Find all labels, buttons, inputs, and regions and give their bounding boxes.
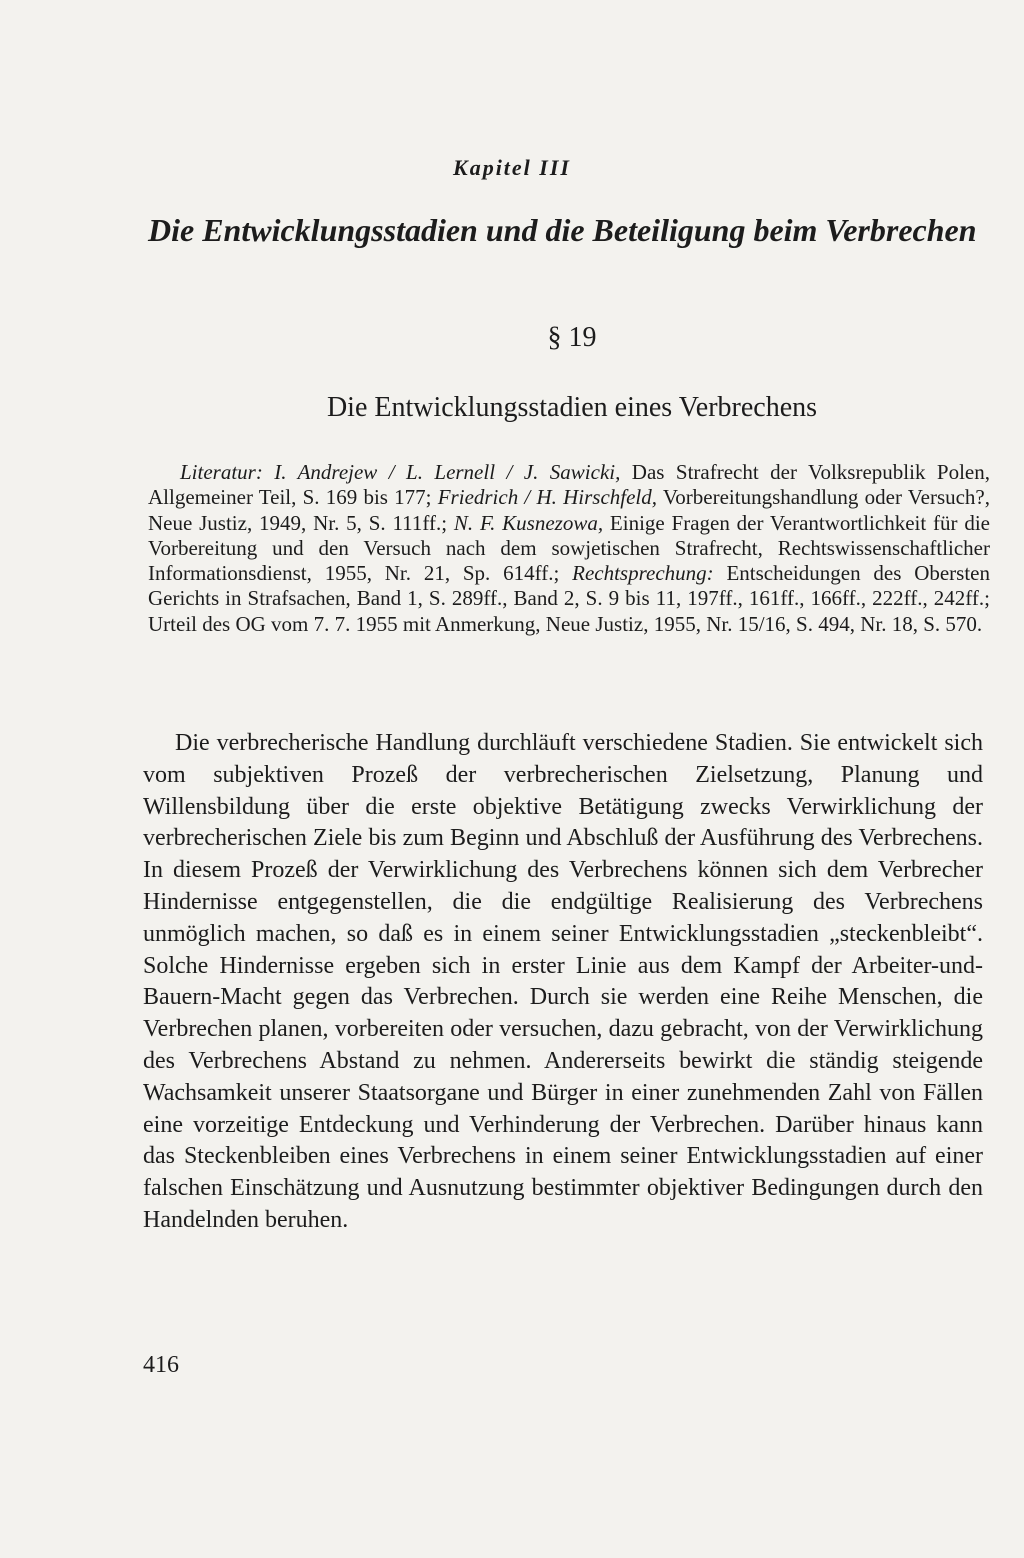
literature-segment: Entscheidungen des Obersten Gerichts in Strafsachen, Band 1, S. 289ff., Band 2, S. 9 bis 11, 197ff., 161ff., 166ff., 222ff., 242ff.; Urteil des OG vom 7. 7. 1955 mit Anmerkung, Neue Justiz, 1955, Nr. 15/16, S. 494, Nr. 18, S. 570. [148,561,990,636]
section-number: § 19 [547,322,597,353]
literature-segment: Das Strafrecht der Volksrepublik Polen, Allgemeiner Teil, S. 169 bis 177; [148,460,990,510]
literature-segment: Einige Fragen der Verantwortlichkeit für die Vorbereitung und den Versuch nach dem sowjetischen Strafrecht, Rechtswissenschaftlicher Informationsdienst, 1955, Nr. 21, Sp. 614ff.; [148,510,990,586]
chapter-label: Kapitel III [453,155,571,180]
literature-segment: N. F. Kusnezowa, [453,510,604,535]
literature-segment: Rechtsprechung: [572,561,714,586]
literature-segment: Friedrich / H. Hirschfeld, [437,485,658,510]
literature-segment: Literatur: I. Andrejew / L. Lernell / J. Sawicki, [180,460,621,484]
page-number: 416 [143,1352,179,1378]
chapter-title: Die Entwicklungsstadien und die Beteiligung beim Verbrechen [148,212,977,248]
literature-references [148,460,990,637]
section-title: Die Entwicklungsstadien eines Verbrechens [326,392,818,423]
literature-segment: Vorbereitungshandlung oder Versuch?, Neue Justiz, 1949, Nr. 5, S. 111ff.; [148,485,991,535]
body-paragraph: Die verbrecherische Handlung durchläuft verschiedene Stadien. Sie entwickelt sich vom subjektiven Prozeß der verbrecherischen Zielsetzung, Planung und Willensbildung über die erste objektive Betätigung zwecks Verwirklichung der verbrecherischen Ziele bis zum Beginn und Abschluß der Ausführung des Verbrechens. In diesem Prozeß der Verwirklichung des Verbrechens können sich dem Verbrecher Hindernisse entgegenstellen, die die endgültige Realisierung des Verbrechens unmöglich machen, so daß es in einem seiner Entwicklungsstadien „steckenbleibt“. Solche Hindernisse ergeben sich in erster Linie aus dem Kampf der Arbeiter-und-Bauern-Macht gegen das Verbrechen. Durch sie werden eine Reihe Menschen, die Verbrechen planen, vorbereiten oder versuchen, dazu gebracht, von der Verwirklichung des Verbrechens Abstand zu nehmen. Andererseits bewirkt die ständig steigende Wachsamkeit unserer Staatsorgane und Bürger in einer zunehmenden Zahl von Fällen eine vorzeitige Entdeckung und Verhinderung der Verbrechen. Darüber hinaus kann das Steckenbleiben eines Verbrechens in einem seiner Entwicklungsstadien auf einer falschen Einschätzung und Ausnutzung bestimmter objektiver Bedingungen durch den Handelnden beruhen. [143,730,983,1233]
